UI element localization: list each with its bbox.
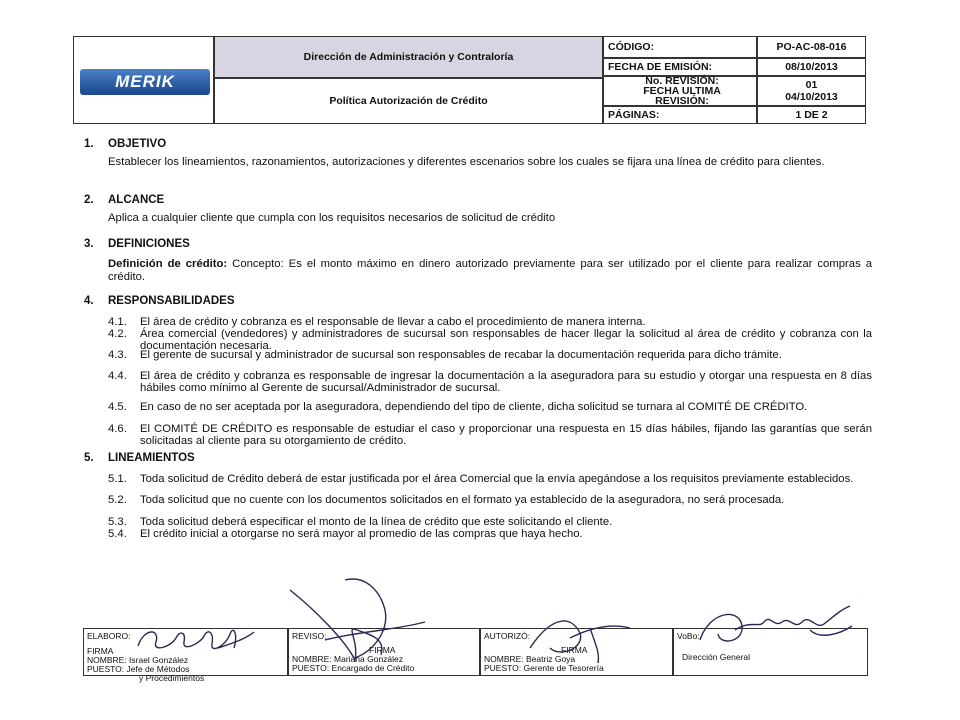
signature-details [484,655,604,673]
item-number: 5.4. [108,528,127,540]
signature-puesto: PUESTO: Gerente de Tesorería [484,663,604,673]
item-text: Toda solicitud de Crédito deberá de estar justificada por el área Comercial que la envía apegándose a los requisitos previamente establecidos. [140,473,854,485]
section-objetivo-heading [84,138,166,150]
item-number: 4.5. [108,401,127,413]
item-number: 5.1. [108,473,127,485]
item-text: El COMITÉ DE CRÉDITO es responsable de estudiar el caso y proporcionar una respuesta en 15 días hábiles, fijando las garantías que serán solicitadas al cliente para su otorgamiento de crédito. [140,423,872,448]
signature-vobo [673,628,868,676]
section-title: LINEAMIENTOS [108,452,195,464]
list-item [108,349,872,361]
list-item [108,370,872,395]
item-number: 4.4. [108,370,127,382]
signature-firma-label: FIRMA [561,645,588,655]
item-text: Toda solicitud deberá especificar el monto de la línea de crédito que este solicitando el cliente. [140,516,613,528]
objetivo-text: Establecer los lineamientos, razonamientos, autorizaciones y diferentes escenarios sobre los cuales se fijara una línea de crédito para clientes. [108,156,825,168]
definition-term: Definición de crédito: [108,258,228,270]
paginas-label: PÁGINAS: [603,106,757,124]
item-text: Toda solicitud que no cuente con los documentos solicitados en el formato ya establecido de la aseguradora, no será procesada. [140,494,785,506]
item-text: Área comercial (vendedores) y administradores de sucursal son responsables de hacer llegar la solicitud al área de crédito y cobranza con la documentación necesaria. [140,328,872,353]
item-text: En caso de no ser aceptada por la aseguradora, dependiendo del tipo de cliente, dicha solicitud se turnara al COMITÉ DE CRÉDITO. [140,401,808,413]
section-number: 4. [84,295,94,307]
item-text: El crédito inicial a otorgarse no será mayor al promedio de las compras que haya hecho. [140,528,583,540]
signature-firma-label: FIRMA [369,645,396,655]
item-number: 4.1. [108,316,127,328]
item-number: 4.3. [108,349,127,361]
merik-logo: MERIK [80,69,210,95]
signature-caption: VoBo: [677,631,700,641]
signature-table [83,628,868,683]
item-text: El área de crédito y cobranza es el responsable de llevar a cabo el procedimiento de manera interna. [140,316,646,328]
signature-caption: ELABORO: [87,631,131,641]
definition-body: Concepto: Es el monto máximo en dinero autorizado previamente para ser utilizado por el cliente para realizar compras a crédito. [108,258,872,283]
section-number: 2. [84,194,94,206]
item-number: 4.6. [108,423,127,435]
item-text: El área de crédito y cobranza es responsable de ingresar la documentación a la aseguradora para su estudio y otorgar una respuesta en 8 días hábiles como mínimo al Gerente de sucursal/Administrador de sucursal. [140,370,872,395]
signature-nombre: NOMBRE: Mariana González [292,654,404,664]
list-item [108,316,872,328]
item-number: 5.2. [108,494,127,506]
section-title: OBJETIVO [108,138,167,150]
signature-elaboro [83,628,288,683]
emision-value: 08/10/2013 [757,58,866,76]
section-definiciones-heading [84,238,190,250]
list-item [108,401,872,413]
signature-puesto-cont: y Procedimientos [139,673,205,683]
section-alcance-heading [84,194,164,206]
section-number: 5. [84,452,94,464]
logo-cell [73,36,214,124]
section-title: DEFINICIONES [108,238,190,250]
codigo-value: PO-AC-08-016 [757,36,866,58]
revision-label-line3: REVISIÓN: [655,95,709,107]
alcance-text: Aplica a cualquier cliente que cumpla con los requisitos necesarios de solicitud de crédito [108,212,556,224]
paginas-value: 1 DE 2 [757,106,866,124]
signature-details [292,655,414,673]
revision-label-line1: No. REVISIÓN: [645,75,719,87]
signature-reviso [288,628,480,676]
section-responsabilidades-heading [84,295,235,307]
codigo-label: CÓDIGO: [603,36,757,58]
signature-caption: AUTORIZÓ: [484,631,531,641]
section-lineamientos-heading [84,452,195,464]
revision-label-line2: FECHA ULTIMA [643,85,721,97]
signature-puesto: PUESTO: Encargado de Crédito [292,663,415,673]
item-number: 4.2. [108,328,127,340]
signature-nombre: NOMBRE: Beatriz Goya [484,654,576,664]
section-title: ALCANCE [108,194,165,206]
list-item [108,494,872,506]
list-item [108,423,872,448]
section-number: 1. [84,138,94,150]
signature-puesto: Dirección General [682,652,751,662]
revision-label [603,76,757,106]
department-name: Dirección de Administración y Contraloría [214,36,603,78]
policy-title: Política Autorización de Crédito [214,78,603,124]
signature-nombre: NOMBRE: Israel González [87,655,189,665]
item-number: 5.3. [108,516,127,528]
signature-caption: REVISO: [292,631,327,641]
revision-date: 04/10/2013 [785,91,838,103]
definiciones-text [108,258,872,283]
item-text: El gerente de sucursal y administrador de sucursal son responsables de recabar la documentación requerida para dicho trámite. [140,349,782,361]
signature-details [87,647,204,683]
document-header-table [73,36,866,124]
list-item [108,473,872,485]
section-number: 3. [84,238,94,250]
signature-puesto: PUESTO: Jefe de Métodos [87,664,190,674]
list-item [108,528,872,540]
emision-label: FECHA DE EMISIÓN: [603,58,757,76]
signature-autorizo [480,628,673,676]
list-item [108,516,872,528]
signature-firma-label: FIRMA [87,646,114,656]
section-title: RESPONSABILIDADES [108,295,235,307]
revision-value [757,76,866,106]
revision-number: 01 [805,79,818,91]
